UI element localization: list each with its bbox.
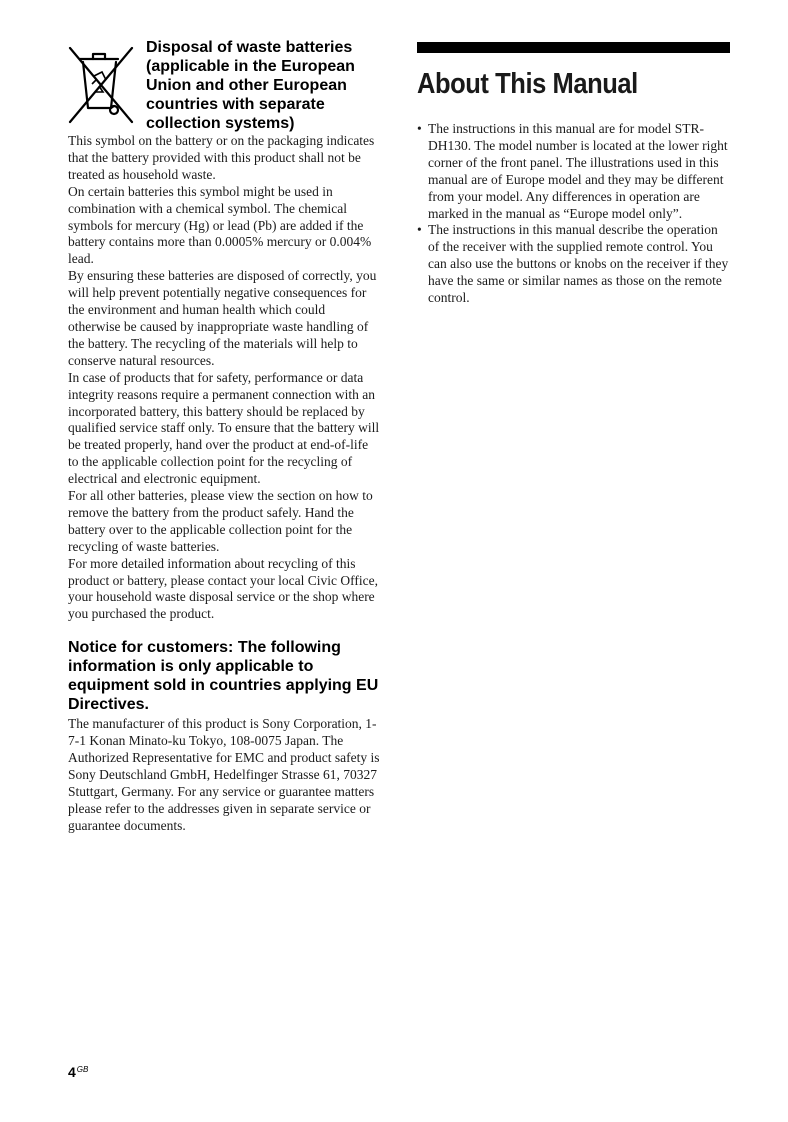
battery-paragraph-1: This symbol on the battery or on the packaging indicates that the battery provided with this product shall not be treated as household waste. xyxy=(68,133,375,182)
eu-notice-body: The manufacturer of this product is Sony Corporation, 1-7-1 Konan Minato-ku Tokyo, 108-0075 Japan. The Authorized Representative for EMC and product safety is Sony Deutschland GmbH, Hedelfinger Strasse 61, 70327 Stuttgart, Germany. For any service or guarantee matters please refer to the addresses given in separate service or guarantee documents. xyxy=(68,716,380,833)
section-rule xyxy=(417,42,730,53)
battery-paragraph-6: For more detailed information about recycling of this product or battery, please contact your local Civic Office, your household waste disposal service or the shop where you purchased the product. xyxy=(68,555,379,622)
battery-disposal-header xyxy=(68,38,380,133)
battery-paragraph-5: For all other batteries, please view the section on how to remove the battery from the product safely. Hand the battery over to the applicable collection point for the recycling of waste batteries. xyxy=(68,488,373,554)
about-manual-title: About This Manual xyxy=(417,68,638,100)
about-manual-bullet-2: The instructions in this manual describe the operation of the receiver with the supplied remote control. You can also use the buttons or knobs on the receiver if they have the same or similar names as those on the remote control. xyxy=(428,222,729,306)
crossed-out-wheeled-bin-icon xyxy=(66,42,136,126)
bullet-icon: • xyxy=(417,121,422,136)
battery-paragraph-2: On certain batteries this symbol might be used in combination with a chemical symbol. The chemical symbols for mercury (Hg) or lead (Pb) are added if the battery contains more than 0.0005% mercury or 0.004% lead. xyxy=(68,183,372,267)
about-manual-list xyxy=(417,121,730,307)
list-item xyxy=(417,222,730,307)
eu-notice-title: Notice for customers: The following information is only applicable to equipment sold in countries applying EU Directives. xyxy=(68,639,379,714)
right-column xyxy=(417,42,730,307)
list-item xyxy=(417,121,730,222)
page-number-value: 4 xyxy=(68,1064,76,1080)
bullet-icon: • xyxy=(417,222,422,238)
page-number-suffix: GB xyxy=(76,1065,89,1074)
page-number xyxy=(68,1064,88,1080)
left-column xyxy=(68,38,380,835)
battery-paragraph-3: By ensuring these batteries are disposed of correctly, you will help prevent potentially negative consequences for the environment and human health which could otherwise be caused by inappropriate waste handling of the battery. The recycling of the materials will help to conserve natural resources. xyxy=(68,268,377,368)
battery-disposal-title: Disposal of waste batteries (applicable in the European Union and other European countries with separate collection systems) xyxy=(146,39,355,132)
battery-disposal-body xyxy=(68,133,380,623)
battery-paragraph-4: In case of products that for safety, performance or data integrity reasons require a permanent connection with an incorporated battery, this battery should be replaced by qualified service staff only. To ensure that the battery will be treated properly, hand over the product at end-of-life to the applicable collection point for the recycling of electrical and electronic equipment. xyxy=(68,369,380,487)
about-manual-bullet-1: The instructions in this manual are for model STR-DH130. The model number is located at the lower right corner of the front panel. The illustrations used in this manual are of Europe model and they may be different from your model. Any differences in operation are marked in the manual as “Europe model only”. xyxy=(428,121,728,221)
